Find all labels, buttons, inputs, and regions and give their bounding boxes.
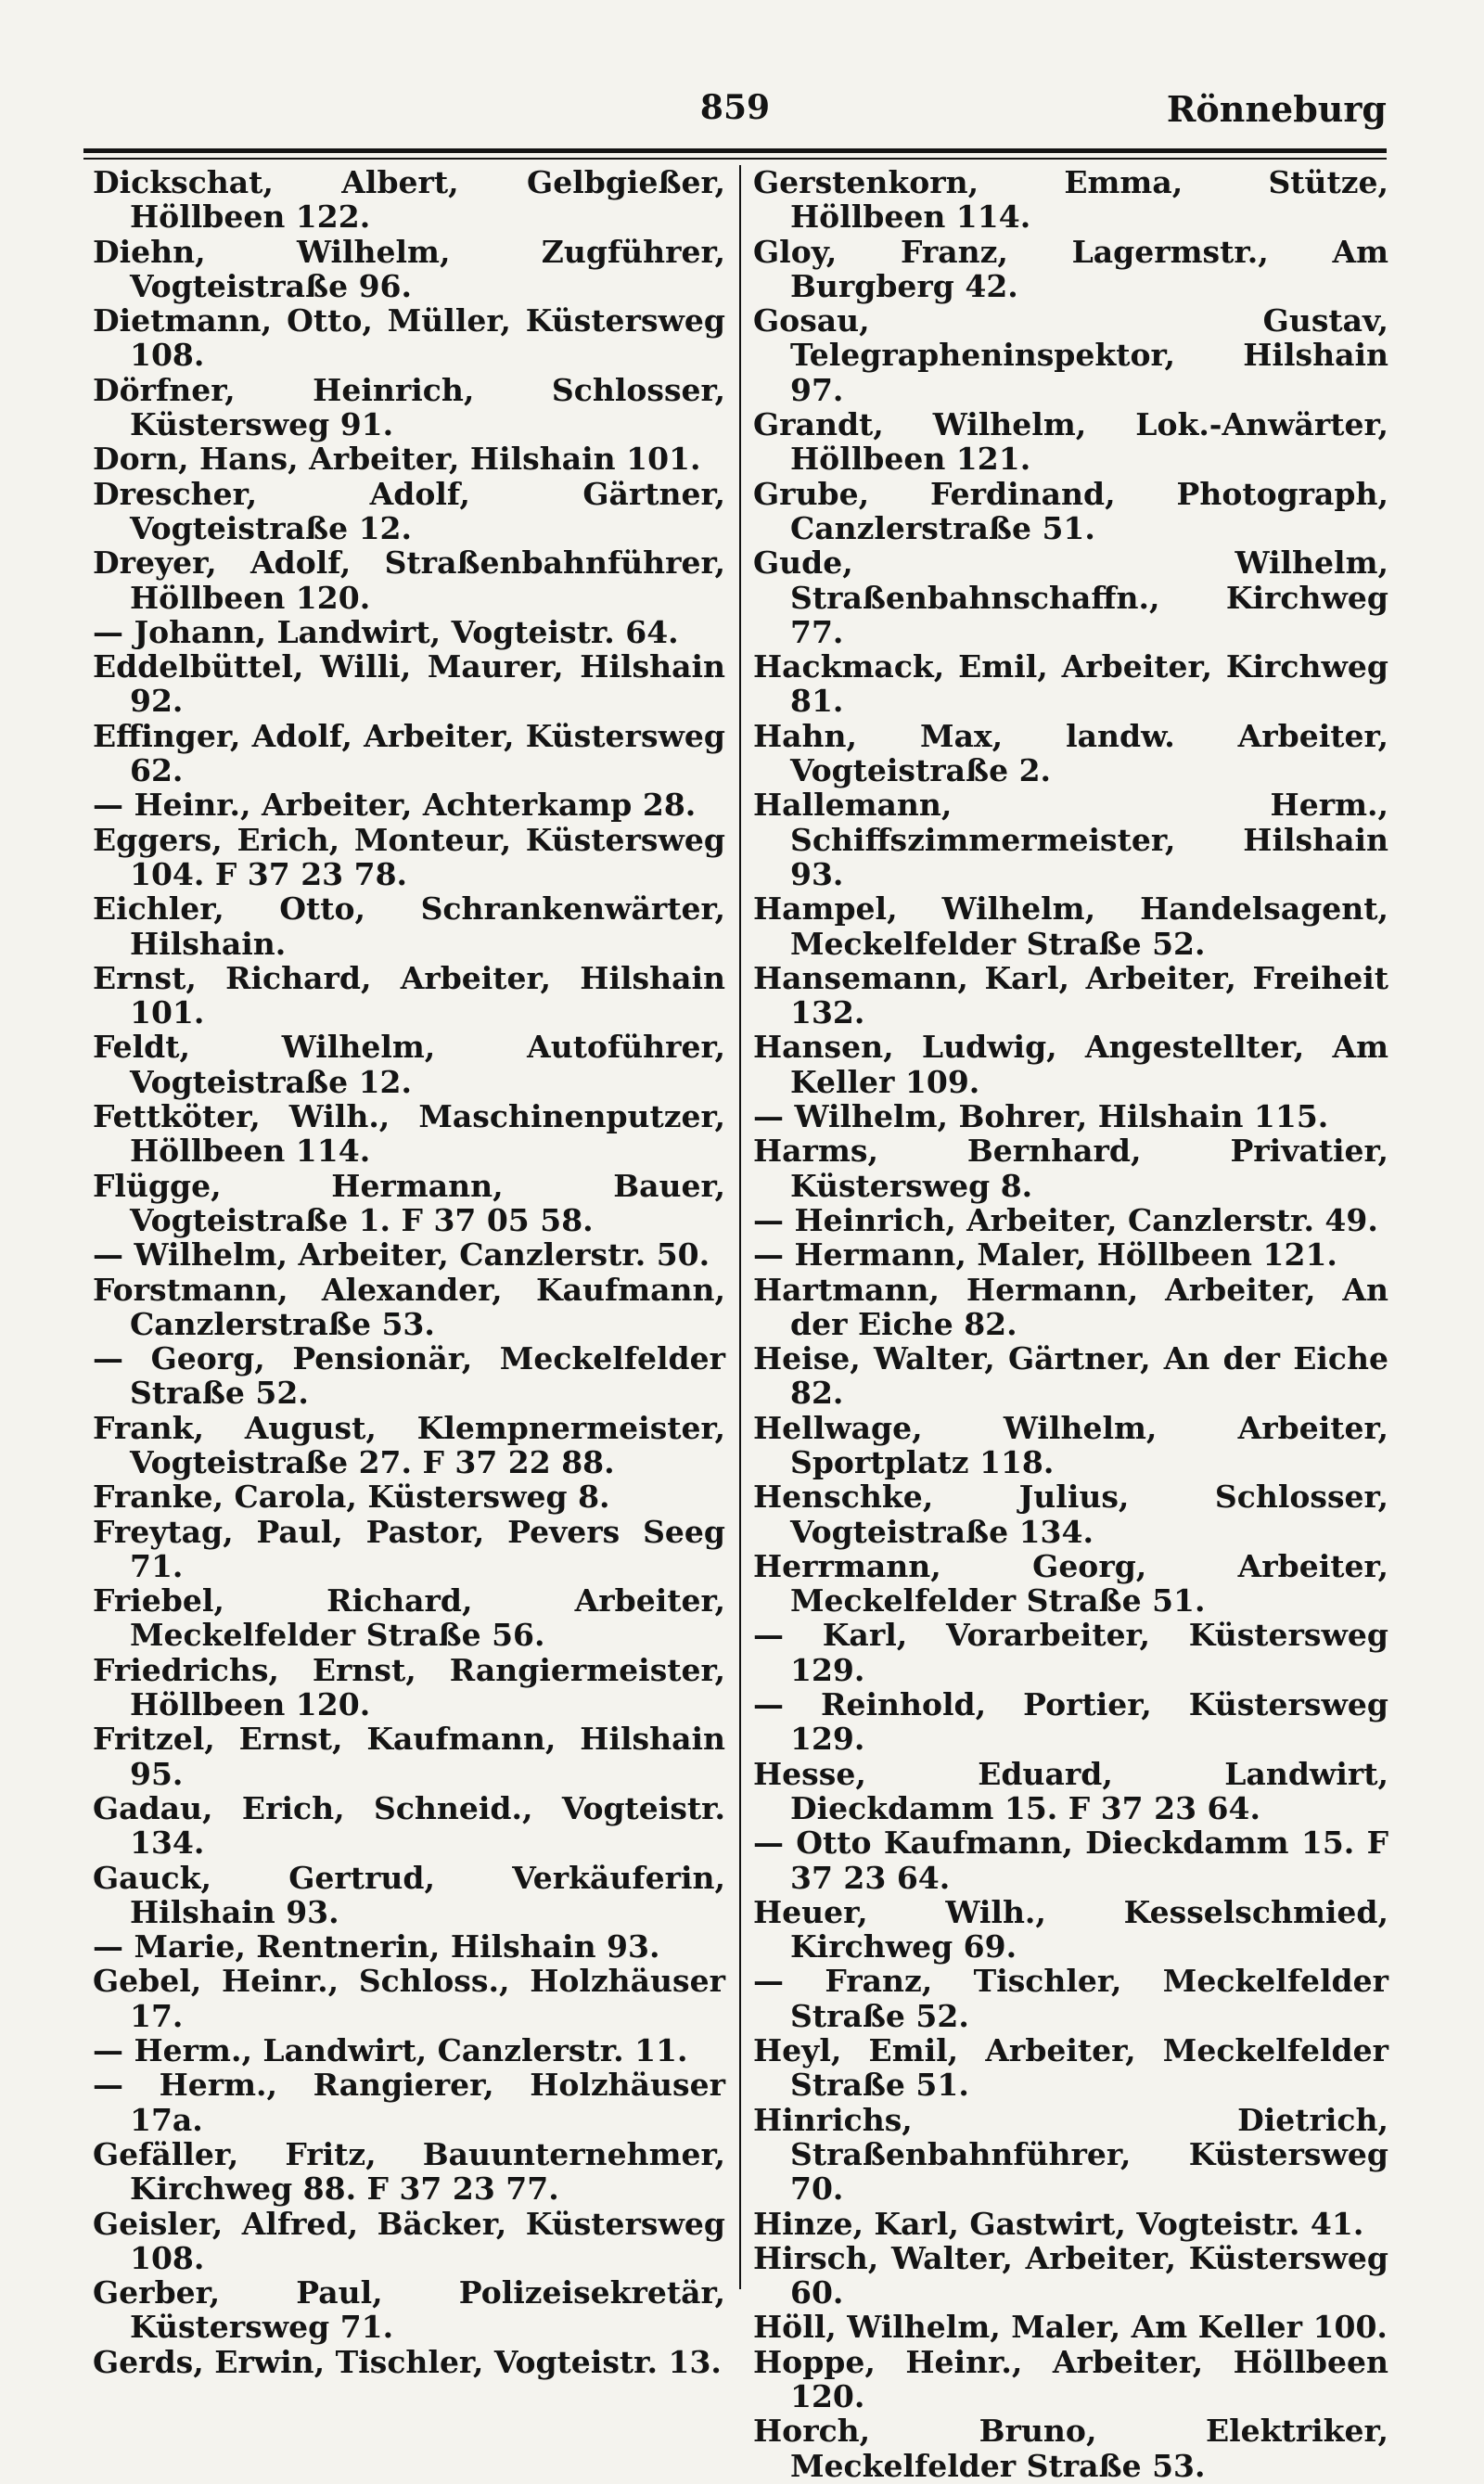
- directory-entry: — Herm., Landwirt, Canzlerstr. 11.: [93, 2032, 688, 2069]
- directory-entry: Hahn, Max, landw. Arbeiter, Vogteistraße 2.: [753, 717, 1388, 789]
- directory-entry: Grube, Ferdinand, Photograph, Canzlerstraße 51.: [753, 475, 1388, 546]
- column-divider: [739, 165, 741, 2289]
- directory-entry: — Reinhold, Portier, Küstersweg 129.: [753, 1686, 1388, 1758]
- directory-entry: — Georg, Pensionär, Meckelfelder Straße 52.: [93, 1340, 725, 1412]
- directory-entry: Eggers, Erich, Monteur, Küstersweg 104. F 37 23 78.: [93, 821, 725, 892]
- directory-entry: — Heinrich, Arbeiter, Canzlerstr. 49.: [753, 1201, 1378, 1238]
- right-column: [753, 165, 1388, 2483]
- directory-entry: — Hermann, Maler, Höllbeen 121.: [753, 1236, 1337, 1274]
- directory-entry: — Otto Kaufmann, Dieckdamm 15. F 37 23 64.: [753, 1825, 1388, 1896]
- directory-entry: Dreyer, Adolf, Straßenbahnführer, Höllbeen 120.: [93, 544, 725, 616]
- directory-entry: — Wilhelm, Arbeiter, Canzlerstr. 50.: [93, 1236, 710, 1274]
- directory-entry: Hansen, Ludwig, Angestellter, Am Keller 109.: [753, 1029, 1388, 1100]
- directory-entry: Hesse, Eduard, Landwirt, Dieckdamm 15. F 37 23 64.: [753, 1755, 1388, 1826]
- directory-entry: Hampel, Wilhelm, Handelsagent, Meckelfelder Straße 52.: [753, 890, 1388, 962]
- directory-entry: Gerstenkorn, Emma, Stütze, Höllbeen 114.: [753, 164, 1388, 236]
- directory-entry: Hartmann, Hermann, Arbeiter, An der Eiche 82.: [753, 1271, 1388, 1342]
- directory-entry: Gebel, Heinr., Schloss., Holzhäuser 17.: [93, 1963, 725, 2034]
- directory-entry: Harms, Bernhard, Privatier, Küstersweg 8.: [753, 1133, 1388, 1204]
- left-column: [93, 165, 725, 2379]
- directory-entry: Friebel, Richard, Arbeiter, Meckelfelder Straße 56.: [93, 1582, 725, 1654]
- directory-entry: Gauck, Gertrud, Verkäuferin, Hilshain 93.: [93, 1859, 725, 1930]
- directory-entry: Friedrichs, Ernst, Rangiermeister, Höllbeen 120.: [93, 1651, 725, 1723]
- directory-entry: Hallemann, Herm., Schiffszimmermeister, Hilshain 93.: [753, 787, 1388, 892]
- directory-entry: Gadau, Erich, Schneid., Vogteistr. 134.: [93, 1789, 725, 1862]
- directory-entry: Heuer, Wilh., Kesselschmied, Kirchweg 69.: [753, 1893, 1388, 1965]
- page-header: [83, 88, 1387, 144]
- directory-entry: Horch, Bruno, Elektriker, Meckelfelder Straße 53.: [753, 2413, 1388, 2484]
- header-rule-thin: [83, 158, 1387, 160]
- directory-entry: Gude, Wilhelm, Straßenbahnschaffn., Kirchweg 77.: [753, 544, 1388, 650]
- directory-entry: Henschke, Julius, Schlosser, Vogteistraße 134.: [753, 1479, 1388, 1550]
- directory-entry: Hoppe, Heinr., Arbeiter, Höllbeen 120.: [753, 2343, 1388, 2414]
- page-number: 859: [699, 88, 771, 127]
- directory-entry: Diehn, Wilhelm, Zugführer, Vogteistraße 96.: [93, 233, 725, 304]
- directory-entry: — Heinr., Arbeiter, Achterkamp 28.: [93, 787, 697, 824]
- directory-entry: Hinrichs, Dietrich, Straßenbahnführer, Küstersweg 70.: [753, 2101, 1388, 2208]
- directory-entry: Geisler, Alfred, Bäcker, Küstersweg 108.: [93, 2205, 725, 2276]
- directory-entry: Heise, Walter, Gärtner, An der Eiche 82.: [753, 1340, 1388, 1412]
- directory-entry: Franke, Carola, Küstersweg 8.: [93, 1479, 610, 1516]
- directory-entry: Hackmack, Emil, Arbeiter, Kirchweg 81.: [753, 648, 1388, 720]
- directory-entry: Grandt, Wilhelm, Lok.-Anwärter, Höllbeen 121.: [753, 406, 1388, 478]
- directory-entry: — Karl, Vorarbeiter, Küstersweg 129.: [753, 1617, 1388, 1688]
- directory-entry: Gloy, Franz, Lagermstr., Am Burgberg 42.: [753, 233, 1388, 304]
- directory-entry: Dörfner, Heinrich, Schlosser, Küstersweg 91.: [93, 371, 725, 443]
- directory-entry: Ernst, Richard, Arbeiter, Hilshain 101.: [93, 959, 725, 1031]
- directory-entry: — Franz, Tischler, Meckelfelder Straße 52.: [753, 1963, 1388, 2034]
- directory-entry: Freytag, Paul, Pastor, Pevers Seeg 71.: [93, 1513, 725, 1584]
- running-head: Rönneburg: [1166, 88, 1387, 130]
- directory-entry: Fettköter, Wilh., Maschinenputzer, Höllbeen 114.: [93, 1098, 725, 1170]
- directory-entry: — Johann, Landwirt, Vogteistr. 64.: [93, 613, 679, 650]
- directory-entry: Eddelbüttel, Willi, Maurer, Hilshain 92.: [93, 648, 725, 720]
- directory-entry: Frank, August, Klempnermeister, Vogteistraße 27. F 37 22 88.: [93, 1409, 725, 1480]
- directory-entry: Hellwage, Wilhelm, Arbeiter, Sportplatz 118.: [753, 1409, 1388, 1480]
- directory-entry: Eichler, Otto, Schrankenwärter, Hilshain.: [93, 890, 725, 962]
- directory-entry: Gosau, Gustav, Telegrapheninspektor, Hilshain 97.: [753, 302, 1388, 408]
- directory-entry: Dietmann, Otto, Müller, Küstersweg 108.: [93, 302, 725, 374]
- directory-entry: Dickschat, Albert, Gelbgießer, Höllbeen 122.: [93, 164, 725, 236]
- directory-entry: Hinze, Karl, Gastwirt, Vogteistr. 41.: [753, 2205, 1364, 2242]
- directory-entry: Feldt, Wilhelm, Autoführer, Vogteistraße 12.: [93, 1029, 725, 1100]
- directory-entry: Fritzel, Ernst, Kaufmann, Hilshain 95.: [93, 1721, 725, 1792]
- directory-entry: Gefäller, Fritz, Bauunternehmer, Kirchweg 88. F 37 23 77.: [93, 2135, 725, 2208]
- directory-entry: Höll, Wilhelm, Maler, Am Keller 100.: [753, 2309, 1388, 2346]
- directory-entry: Herrmann, Georg, Arbeiter, Meckelfelder Straße 51.: [753, 1547, 1388, 1620]
- directory-entry: Hirsch, Walter, Arbeiter, Küstersweg 60.: [753, 2239, 1388, 2311]
- directory-entry: — Wilhelm, Bohrer, Hilshain 115.: [753, 1098, 1329, 1135]
- directory-entry: Effinger, Adolf, Arbeiter, Küstersweg 62.: [93, 717, 725, 789]
- directory-entry: — Marie, Rentnerin, Hilshain 93.: [93, 1928, 660, 1965]
- directory-entry: Dorn, Hans, Arbeiter, Hilshain 101.: [93, 441, 701, 478]
- directory-entry: Gerber, Paul, Polizeisekretär, Küstersweg 71.: [93, 2274, 725, 2346]
- directory-entry: Heyl, Emil, Arbeiter, Meckelfelder Straße 51.: [753, 2032, 1388, 2104]
- directory-entry: Flügge, Hermann, Bauer, Vogteistraße 1. F 37 05 58.: [93, 1167, 725, 1238]
- directory-entry: Hansemann, Karl, Arbeiter, Freiheit 132.: [753, 959, 1388, 1031]
- directory-entry: Gerds, Erwin, Tischler, Vogteistr. 13.: [93, 2343, 722, 2380]
- header-rule-thick: [83, 148, 1387, 153]
- directory-entry: Forstmann, Alexander, Kaufmann, Canzlerstraße 53.: [93, 1271, 725, 1342]
- directory-entry: Drescher, Adolf, Gärtner, Vogteistraße 12.: [93, 475, 725, 546]
- directory-entry: — Herm., Rangierer, Holzhäuser 17a.: [93, 2067, 725, 2138]
